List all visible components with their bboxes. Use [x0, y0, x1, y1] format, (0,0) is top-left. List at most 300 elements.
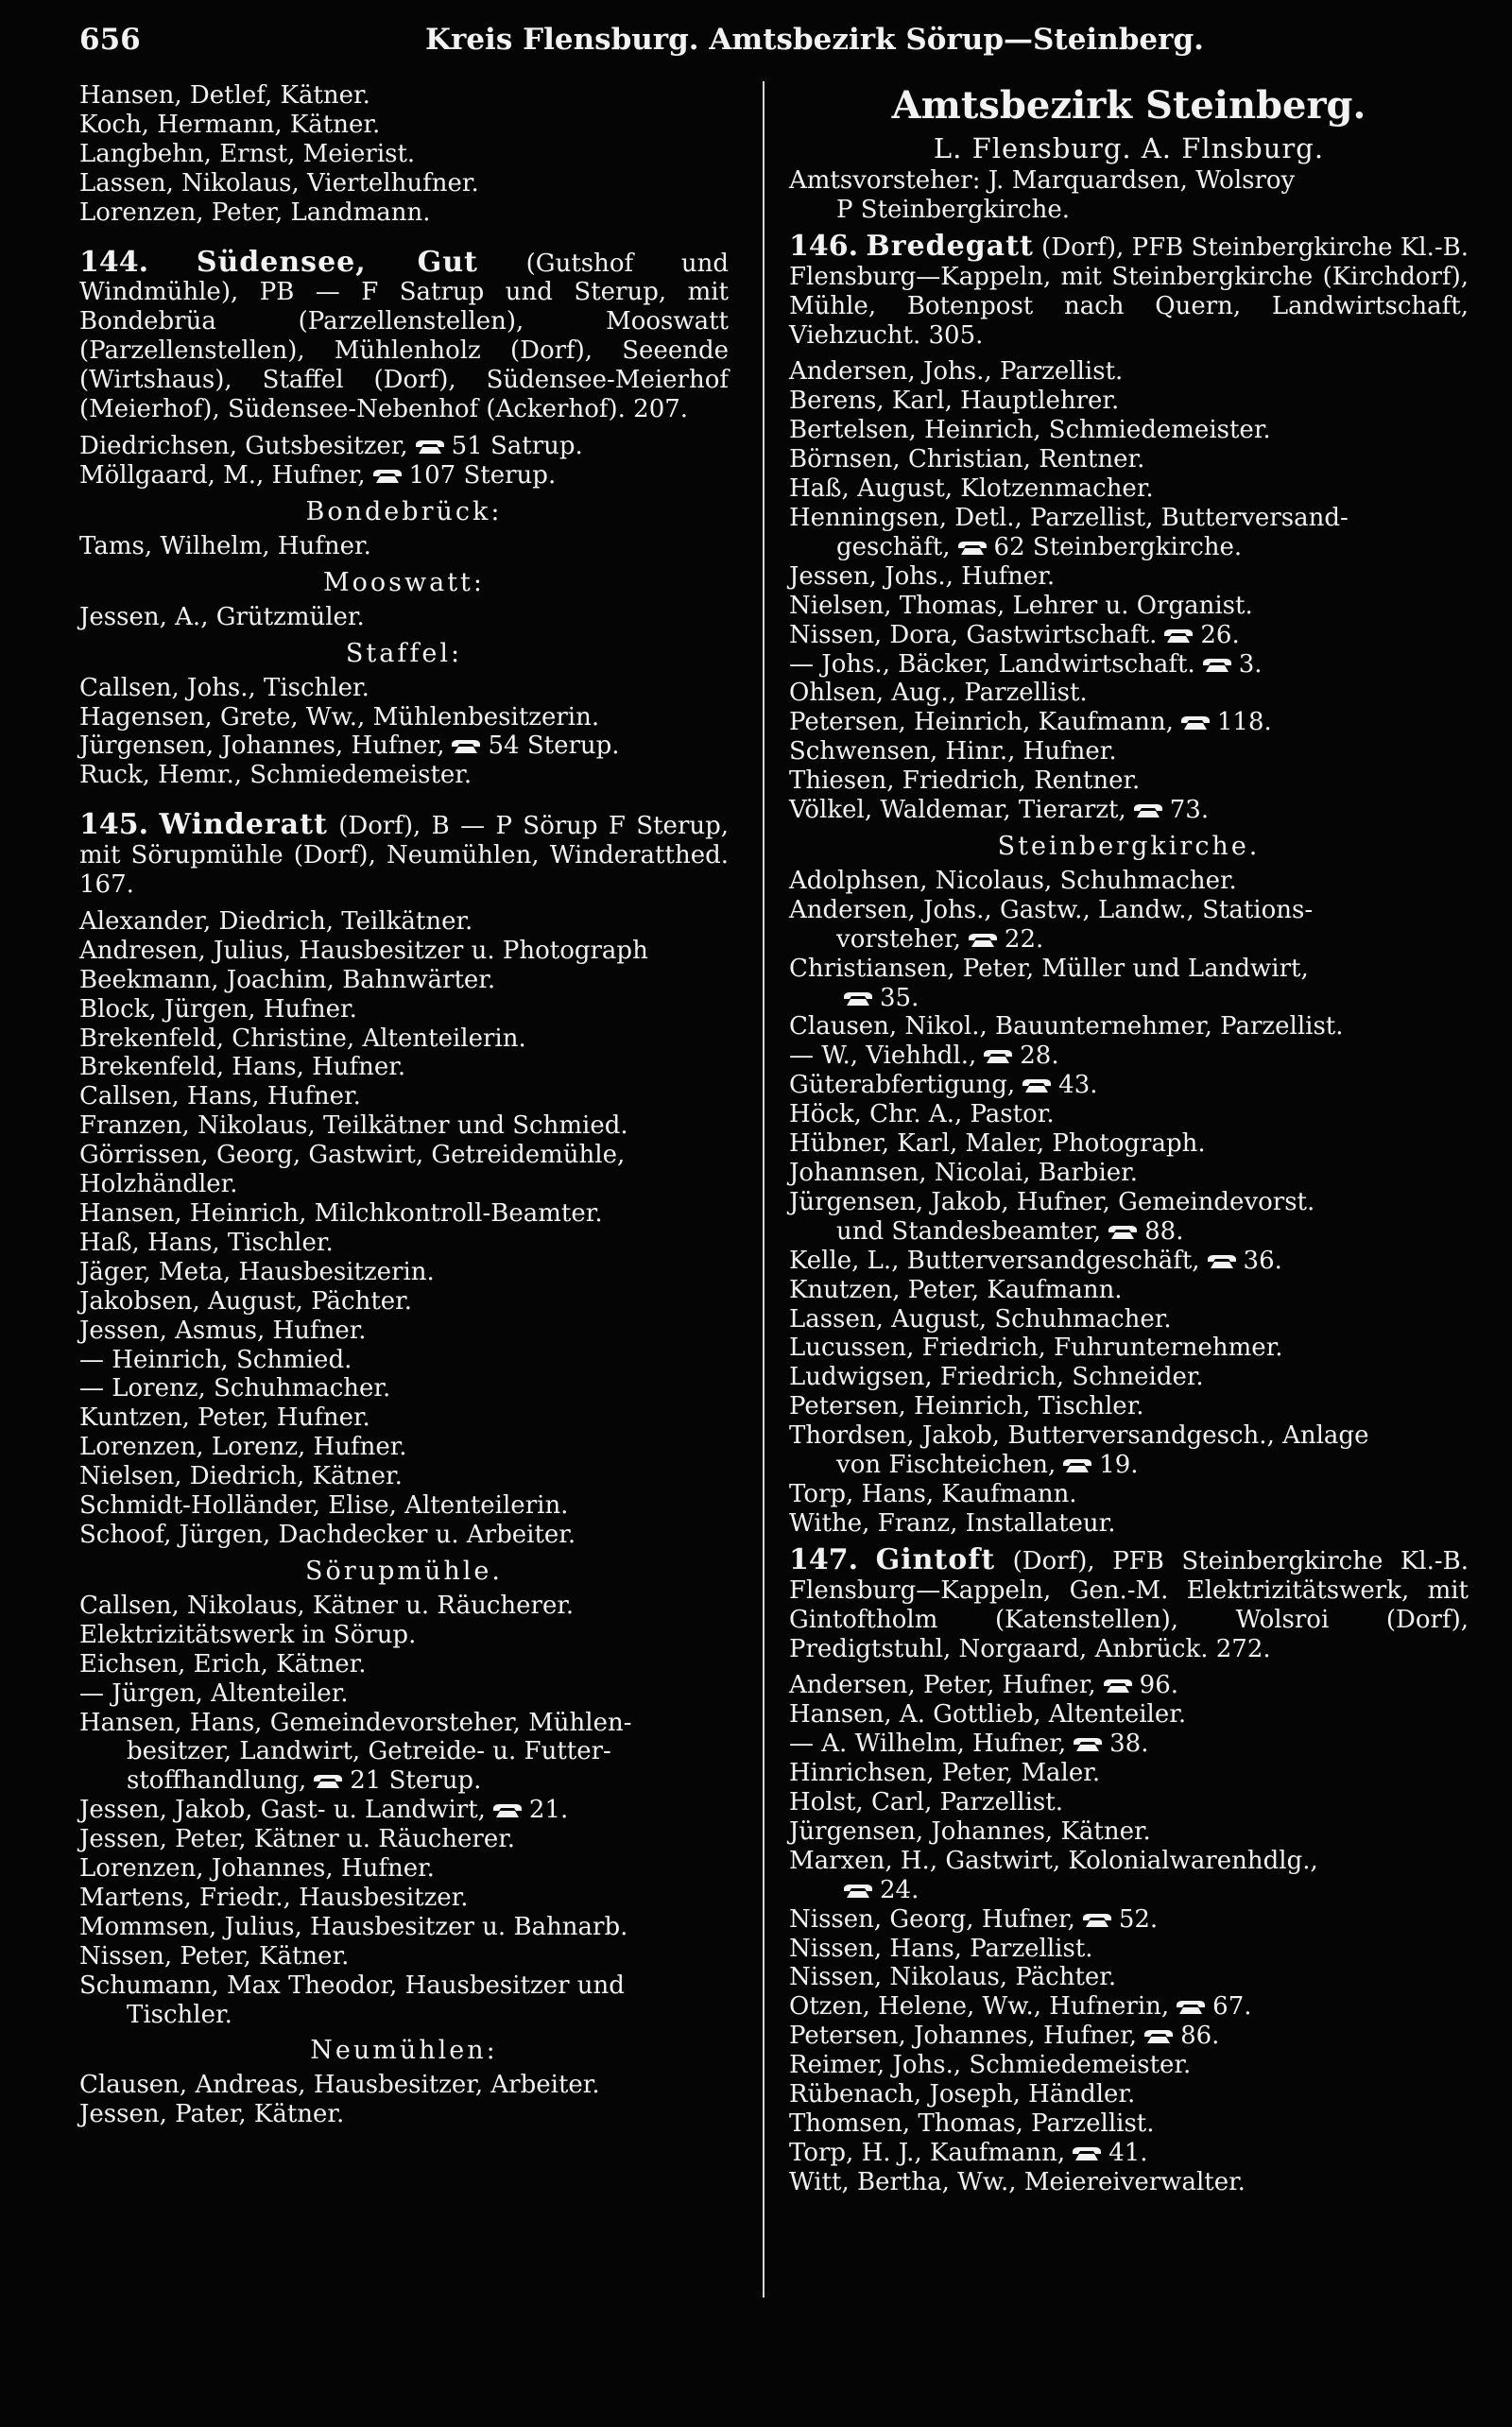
entry-text: Andersen, Johs., Parzellist.: [789, 357, 1124, 387]
directory-entry: [79, 532, 729, 561]
directory-entry: [789, 592, 1469, 621]
directory-entry: [79, 461, 729, 491]
subsection-heading: Neumühlen:: [310, 2036, 498, 2066]
spacer: [79, 424, 729, 432]
entry-text: Schwensen, Hinr., Hufner.: [789, 737, 1117, 766]
phone-number: 26.: [1200, 620, 1240, 649]
entry-text: Eichsen, Erich, Kätner.: [79, 1649, 367, 1678]
entry-text: Andersen, Peter, Hufner,: [789, 1671, 1096, 1700]
entry-text: Schumann, Max Theodor, Hausbesitzer und: [79, 1971, 625, 2000]
page-number: 656: [79, 23, 141, 57]
section-145-number: 145.: [79, 808, 149, 842]
columns: [79, 81, 1474, 2298]
directory-entry: [789, 1421, 1469, 1451]
entry-text: Andresen, Julius, Hausbesitzer u. Photograph: [79, 936, 648, 965]
phone-number: 24.: [880, 1875, 919, 1904]
section-146-heading: [789, 229, 1469, 351]
directory-entry: [789, 1817, 1469, 1847]
directory-entry: [79, 2100, 729, 2129]
directory-entry: [789, 1451, 1469, 1480]
directory-entry: [789, 1100, 1469, 1129]
amtsbezirk-subtitle: L. Flensburg. A. Flnsburg.: [933, 132, 1325, 164]
entry-text: — Jürgen, Altenteiler.: [79, 1678, 349, 1708]
phone-number: 19.: [1099, 1451, 1139, 1480]
entry-text: Clausen, Andreas, Hausbesitzer, Arbeiter.: [79, 2071, 600, 2100]
directory-entry: [789, 1392, 1469, 1421]
right-column: [765, 81, 1469, 2298]
entry-text: Jürgensen, Johannes, Kätner.: [789, 1816, 1151, 1846]
amtsvorsteher-line: Amtsvorsteher: J. Marquardsen, Wolsroy: [789, 166, 1296, 195]
entry-text: Torp, Hans, Kaufmann.: [789, 1479, 1077, 1508]
entry-text: geschäft,: [836, 532, 951, 561]
entry-text: Ohlsen, Aug., Parzellist.: [789, 679, 1088, 708]
directory-entry: [789, 1788, 1469, 1817]
entry-text: Kuntzen, Peter, Hufner.: [79, 1403, 370, 1433]
directory-entry: [789, 2022, 1469, 2051]
directory-entry: [789, 474, 1469, 504]
section-144-number: 144.: [79, 245, 149, 279]
spacer: [789, 1663, 1469, 1671]
directory-entry: [789, 1876, 1469, 1905]
telephone-icon: [414, 439, 446, 456]
phone-number: 88.: [1144, 1216, 1184, 1246]
directory-entry: [79, 703, 729, 732]
entry-text: Witt, Bertha, Ww., Meiereiverwalter.: [789, 2167, 1246, 2196]
entry-text: — A. Wilhelm, Hufner,: [789, 1730, 1067, 1759]
directory-entry: [789, 925, 1469, 955]
directory-entry: [789, 1159, 1469, 1188]
directory-entry: [79, 1287, 729, 1317]
directory-entry: [789, 1671, 1469, 1700]
entry-text: Jürgensen, Johannes, Hufner,: [79, 732, 445, 761]
directory-entry: [79, 1521, 729, 1550]
directory-entry: [79, 140, 729, 169]
entry-text: Petersen, Heinrich, Tischler.: [789, 1392, 1144, 1421]
entry-text: Kelle, L., Butterversandgeschäft,: [789, 1246, 1200, 1275]
telephone-icon: [491, 1802, 524, 1819]
entry-text: Thordsen, Jakob, Butterversandgesch., Anlage: [789, 1421, 1369, 1451]
left-column: [79, 81, 746, 2298]
directory-entry: [789, 2080, 1469, 2109]
directory-entry: [79, 1462, 729, 1491]
directory-entry: [789, 357, 1469, 387]
directory-entry: [789, 2051, 1469, 2080]
directory-entry: [789, 1129, 1469, 1159]
directory-entry: [789, 504, 1469, 533]
entry-text: Hinrichsen, Peter, Maler.: [789, 1759, 1101, 1788]
directory-entry: [79, 1913, 729, 1942]
telephone-icon: [1175, 1999, 1207, 2016]
directory-entry: [79, 169, 729, 198]
entry-text: Möllgaard, M., Hufner,: [79, 460, 366, 490]
entry-text: Berens, Karl, Hauptlehrer.: [789, 387, 1120, 416]
directory-entry: [789, 1012, 1469, 1041]
directory-entry: [789, 1071, 1469, 1100]
directory-entry: [789, 1276, 1469, 1305]
entry-text: Haß, August, Klotzenmacher.: [789, 474, 1154, 504]
entry-text: Nissen, Nikolaus, Pächter.: [789, 1963, 1117, 1992]
telephone-icon: [1162, 628, 1194, 645]
entry-text: Alexander, Diedrich, Teilkätner.: [79, 906, 473, 936]
directory-entry: [789, 2109, 1469, 2139]
entry-text: Holst, Carl, Parzellist.: [789, 1788, 1063, 1817]
page-header: [79, 23, 1474, 72]
section-145-title: Winderatt: [159, 808, 328, 842]
directory-entry: [789, 1730, 1469, 1759]
subsection-heading: Steinbergkirche.: [997, 831, 1261, 861]
directory-entry: [79, 1082, 729, 1111]
entry-text: Withe, Franz, Installateur.: [789, 1508, 1116, 1538]
amtsvorsteher-line: P Steinbergkirche.: [836, 195, 1071, 224]
directory-entry: [79, 1258, 729, 1287]
directory-entry: [79, 198, 729, 228]
directory-entry: [79, 1737, 729, 1766]
entry-text: Thomsen, Thomas, Parzellist.: [789, 2109, 1155, 2138]
directory-entry: [789, 1935, 1469, 1964]
entry-text: Nissen, Dora, Gastwirtschaft.: [789, 620, 1158, 649]
directory-entry: [789, 1905, 1469, 1935]
telephone-icon: [1071, 2145, 1103, 2162]
directory-entry: [789, 533, 1469, 562]
directory-entry: [789, 984, 1469, 1013]
section-144-description: (Gutshof und Windmühle), PB — F Satrup und Sterup, mit Bondebrüa (Parzellenstellen), Mooswatt (Parzellenstellen), Mühlenholz (Dorf), Seeende (Wirtshaus), Staffel (Dorf), Südensee-Meierhof (Meierhof), Südensee-Nebenhof (Ackerhof). 207.: [79, 249, 730, 424]
entry-text: Holzhändler.: [79, 1170, 238, 1199]
directory-entry: [79, 1346, 729, 1375]
directory-entry: [79, 1170, 729, 1199]
telephone-icon: [967, 932, 999, 949]
entry-text: Höck, Chr. A., Pastor.: [789, 1100, 1055, 1129]
directory-entry: [789, 1759, 1469, 1788]
entry-text: Lassen, Nikolaus, Viertelhufner.: [79, 168, 479, 198]
directory-entry: [79, 1317, 729, 1346]
directory-entry: [79, 1825, 729, 1854]
entry-text: Lorenzen, Johannes, Hufner.: [79, 1854, 435, 1884]
directory-entry: [79, 1592, 729, 1621]
entry-text: Hansen, A. Gottlieb, Altenteiler.: [789, 1700, 1187, 1730]
phone-number: 107 Sterup.: [408, 460, 557, 490]
directory-entry: [789, 1217, 1469, 1247]
entry-text: Jäger, Meta, Hausbesitzerin.: [79, 1257, 435, 1286]
entry-text: Andersen, Johs., Gastw., Landw., Stations-: [789, 895, 1314, 924]
entry-text: Callsen, Johs., Tischler.: [79, 673, 369, 702]
phone-number: 38.: [1109, 1730, 1149, 1759]
phone-number: 96.: [1139, 1671, 1179, 1700]
directory-entry: [789, 955, 1469, 984]
entry-text: Hansen, Detlef, Kätner.: [79, 81, 370, 110]
entry-text: Hagensen, Grete, Ww., Mühlenbesitzerin.: [79, 702, 600, 732]
entry-text: Nissen, Peter, Kätner.: [79, 1941, 350, 1971]
entry-text: — W., Viehhdl.,: [789, 1041, 977, 1071]
section-146-number: 146.: [789, 229, 859, 263]
entry-text: Callsen, Nikolaus, Kätner u. Räucherer.: [79, 1591, 575, 1620]
telephone-icon: [1179, 714, 1211, 732]
directory-entry: [79, 1491, 729, 1521]
entry-text: Börnsen, Christian, Rentner.: [789, 445, 1145, 474]
entry-text: Nielsen, Diedrich, Kätner.: [79, 1462, 403, 1491]
directory-entry: [79, 111, 729, 140]
entry-text: Güterabfertigung,: [789, 1071, 1016, 1100]
subsection-heading: Staffel:: [345, 638, 463, 668]
directory-entry: [789, 1334, 1469, 1363]
entry-text: Hansen, Heinrich, Milchkontroll-Beamter.: [79, 1199, 603, 1228]
phone-number: 52.: [1118, 1904, 1159, 1934]
telephone-icon: [842, 1883, 874, 1900]
entry-text: Marxen, H., Gastwirt, Kolonialwarenhdlg.,: [789, 1846, 1318, 1875]
entry-text: Reimer, Johs., Schmiedemeister.: [789, 2051, 1192, 2080]
entry-text: besitzer, Landwirt, Getreide- u. Futter-: [127, 1737, 611, 1766]
entry-text: Nissen, Hans, Parzellist.: [789, 1934, 1093, 1963]
phone-number: 118.: [1216, 708, 1272, 737]
directory-entry: [789, 1700, 1469, 1730]
telephone-icon: [1206, 1253, 1238, 1270]
entry-text: Lorenzen, Peter, Landmann.: [79, 198, 431, 227]
entry-text: Haß, Hans, Tischler.: [79, 1228, 334, 1257]
entry-text: — Johs., Bäcker, Landwirtschaft.: [789, 649, 1195, 679]
directory-entry: [79, 81, 729, 111]
entry-text: Jessen, Pater, Kätner.: [79, 2100, 345, 2129]
entry-text: Torp, H. J., Kaufmann,: [789, 2138, 1066, 2167]
telephone-icon: [312, 1773, 344, 1790]
entry-text: Langbehn, Ernst, Meierist.: [79, 139, 416, 168]
directory-entry: [79, 1971, 729, 2001]
telephone-icon: [1021, 1077, 1053, 1094]
entry-text: Brekenfeld, Hans, Hufner.: [79, 1053, 406, 1082]
section-144-title: Südensee, Gut: [196, 245, 478, 279]
phone-number: 21 Sterup.: [350, 1766, 482, 1796]
entry-text: — Heinrich, Schmied.: [79, 1345, 352, 1374]
telephone-icon: [1107, 1224, 1139, 1241]
page-title: Kreis Flensburg. Amtsbezirk Sörup—Steinberg.: [425, 23, 1204, 57]
directory-entry: [789, 2139, 1469, 2168]
phone-number: 67.: [1212, 1992, 1252, 2022]
directory-entry: [789, 1247, 1469, 1276]
directory-entry: [79, 937, 729, 966]
section-147-heading: [789, 1542, 1469, 1664]
directory-entry: [79, 603, 729, 632]
directory-entry: [79, 432, 729, 461]
entry-text: Franzen, Nikolaus, Teilkätner und Schmied.: [79, 1111, 628, 1141]
entry-text: Ruck, Hemr., Schmiedemeister.: [79, 761, 472, 790]
telephone-icon: [1143, 2028, 1175, 2045]
directory-entry: [789, 679, 1469, 708]
directory-entry: [79, 1433, 729, 1462]
entry-text: Petersen, Johannes, Hufner,: [789, 2022, 1138, 2051]
entry-text: Jessen, A., Grützmüler.: [79, 602, 365, 631]
entry-text: vorsteher,: [836, 924, 961, 954]
directory-entry: [79, 1374, 729, 1403]
directory-entry: [789, 416, 1469, 445]
directory-entry: [79, 1024, 729, 1054]
entry-text: Lassen, August, Schuhmacher.: [789, 1304, 1172, 1334]
directory-entry: [789, 1305, 1469, 1334]
entry-text: Nissen, Georg, Hufner,: [789, 1904, 1075, 1934]
entry-text: Jakobsen, August, Pächter.: [79, 1286, 413, 1316]
directory-entry: [79, 995, 729, 1024]
phone-number: 41.: [1108, 2138, 1148, 2167]
directory-entry: [789, 1992, 1469, 2022]
phone-number: 22.: [1004, 924, 1044, 954]
section-146-description: (Dorf), PFB Steinbergkirche Kl.-B. Flensburg—Kappeln, mit Steinbergkirche (Kirchdorf), Mühle, Botenpost nach Quern, Landwirtschaft, Viehzucht. 305.: [789, 232, 1469, 350]
phone-number: 43.: [1058, 1071, 1098, 1100]
directory-entry: [79, 1766, 729, 1796]
entry-text: Martens, Friedr., Hausbesitzer.: [79, 1883, 469, 1912]
entry-text: Völkel, Waldemar, Tierarzt,: [789, 796, 1126, 825]
telephone-icon: [1201, 657, 1233, 674]
section-145-description: (Dorf), B — P Sörup F Sterup, mit Sörupmühle (Dorf), Neumühlen, Winderatthed. 167.: [79, 812, 730, 900]
entry-text: Jessen, Asmus, Hufner.: [79, 1316, 367, 1345]
spacer: [789, 350, 1469, 357]
directory-entry: [79, 1229, 729, 1258]
entry-text: Diedrichsen, Gutsbesitzer,: [79, 431, 408, 460]
directory-entry: [79, 732, 729, 761]
entry-text: Tischler.: [127, 2000, 232, 2029]
directory-entry: [789, 1963, 1469, 1992]
directory-entry: [79, 1796, 729, 1825]
entry-text: Hübner, Karl, Maler, Photograph.: [789, 1129, 1206, 1159]
directory-entry: [79, 1854, 729, 1884]
telephone-icon: [1081, 1912, 1113, 1929]
directory-entry: [79, 1884, 729, 1913]
phone-number: 3.: [1238, 649, 1263, 679]
directory-entry: [789, 1188, 1469, 1217]
telephone-icon: [982, 1048, 1014, 1065]
entry-text: Block, Jürgen, Hufner.: [79, 994, 357, 1024]
telephone-icon: [842, 990, 874, 1007]
directory-entry: [79, 1111, 729, 1141]
phone-number: 86.: [1180, 2022, 1220, 2051]
telephone-icon: [1072, 1736, 1104, 1753]
directory-entry: [789, 2168, 1469, 2197]
entry-text: von Fischteichen,: [836, 1451, 1057, 1480]
directory-entry: [789, 387, 1469, 416]
entry-text: Clausen, Nikol., Bauunternehmer, Parzellist.: [789, 1012, 1344, 1041]
telephone-icon: [1061, 1457, 1093, 1474]
entry-text: Beekmann, Joachim, Bahnwärter.: [79, 965, 496, 994]
section-147-number: 147.: [789, 1542, 859, 1576]
directory-entry: [789, 562, 1469, 592]
entry-text: Otzen, Helene, Ww., Hufnerin,: [789, 1992, 1170, 2022]
directory-entry: [79, 1709, 729, 1738]
phone-number: 62 Steinbergkirche.: [993, 532, 1243, 561]
entry-text: Lucussen, Friedrich, Fuhrunternehmer.: [789, 1334, 1283, 1363]
entry-text: Schmidt-Holländer, Elise, Altenteilerin.: [79, 1491, 569, 1521]
directory-entry: [789, 867, 1469, 896]
directory-entry: [789, 708, 1469, 737]
section-145-heading: [79, 808, 730, 900]
directory-entry: [789, 896, 1469, 925]
telephone-icon: [1132, 802, 1164, 819]
directory-entry: [789, 766, 1469, 796]
subsection-heading: Sörupmühle.: [305, 1556, 503, 1586]
section-147-title: Gintoft: [875, 1542, 996, 1576]
section-147-description: (Dorf), PFB Steinbergkirche Kl.-B. Flensburg—Kappeln, Gen.-M. Elektrizitätswerk, mit Gintoftholm (Katenstellen), Wolsroi (Dorf), Predigtstuhl, Norgaard, Anbrück. 272.: [789, 1546, 1469, 1663]
phone-number: 21.: [528, 1796, 569, 1825]
directory-entry: [79, 966, 729, 995]
directory-entry: [789, 1847, 1469, 1876]
directory-entry: [79, 907, 729, 937]
entry-text: Johannsen, Nicolai, Barbier.: [789, 1159, 1138, 1187]
directory-entry: [789, 650, 1469, 680]
entry-text: — Lorenz, Schuhmacher.: [79, 1374, 391, 1403]
directory-entry: [79, 2001, 729, 2030]
entry-text: Tams, Wilhelm, Hufner.: [79, 531, 371, 560]
entry-text: Mommsen, Julius, Hausbesitzer u. Bahnarb.: [79, 1912, 628, 1941]
directory-entry: [79, 674, 729, 703]
directory-entry: [79, 2071, 729, 2100]
phone-number: 73.: [1169, 796, 1210, 825]
spacer: [79, 900, 729, 907]
telephone-icon: [371, 468, 404, 485]
directory-entry: [79, 761, 729, 790]
entry-text: Jessen, Jakob, Gast- u. Landwirt,: [79, 1796, 486, 1825]
entry-text: Koch, Hermann, Kätner.: [79, 110, 381, 139]
phone-number: 54 Sterup.: [488, 732, 620, 761]
entry-text: Thiesen, Friedrich, Rentner.: [789, 766, 1141, 796]
directory-entry: [789, 737, 1469, 766]
entry-text: Jürgensen, Jakob, Hufner, Gemeindevorst.: [789, 1187, 1315, 1216]
entry-text: stoffhandlung,: [127, 1766, 307, 1796]
entry-text: Jessen, Johs., Hufner.: [789, 561, 1056, 591]
entry-text: Hansen, Hans, Gemeindevorsteher, Mühlen-: [79, 1708, 632, 1737]
entry-text: Christiansen, Peter, Müller und Landwirt,: [789, 954, 1309, 983]
amtsbezirk-title: Amtsbezirk Steinberg.: [891, 83, 1366, 128]
entry-text: Jessen, Peter, Kätner u. Räucherer.: [79, 1825, 516, 1854]
directory-entry: [789, 1363, 1469, 1392]
entry-text: Ludwigsen, Friedrich, Schneider.: [789, 1363, 1204, 1392]
phone-number: 51 Satrup.: [451, 431, 583, 460]
telephone-icon: [450, 738, 482, 755]
section-144-heading: [79, 245, 730, 424]
directory-entry: [789, 621, 1469, 650]
entry-text: Rübenach, Joseph, Händler.: [789, 2080, 1136, 2109]
entry-text: Brekenfeld, Christine, Altenteilerin.: [79, 1024, 526, 1053]
entry-text: Nielsen, Thomas, Lehrer u. Organist.: [789, 591, 1253, 620]
subsection-heading: Mooswatt:: [322, 567, 486, 597]
directory-entry: [789, 1509, 1469, 1539]
entry-text: Schoof, Jürgen, Dachdecker u. Arbeiter.: [79, 1520, 576, 1549]
telephone-icon: [1102, 1678, 1134, 1695]
directory-entry: [789, 1480, 1469, 1509]
section-146-title: Bredegatt: [866, 229, 1034, 263]
directory-entry: [79, 1141, 729, 1170]
entry-text: und Standesbeamter,: [836, 1216, 1102, 1246]
entry-text: Elektrizitätswerk in Sörup.: [79, 1620, 417, 1649]
phone-number: 36.: [1243, 1246, 1282, 1275]
entry-text: Henningsen, Detl., Parzellist, Butterversand-: [789, 503, 1349, 532]
entry-text: Lorenzen, Lorenz, Hufner.: [79, 1433, 407, 1462]
entry-text: Callsen, Hans, Hufner.: [79, 1082, 361, 1111]
entry-text: Görrissen, Georg, Gastwirt, Getreidemühle,: [79, 1141, 626, 1170]
directory-entry: [789, 445, 1469, 474]
entry-text: Petersen, Heinrich, Kaufmann,: [789, 708, 1174, 737]
telephone-icon: [956, 540, 988, 557]
directory-entry: [79, 1679, 729, 1709]
phone-number: 28.: [1020, 1041, 1059, 1071]
directory-entry: [789, 796, 1469, 825]
entry-text: Knutzen, Peter, Kaufmann.: [789, 1275, 1123, 1304]
directory-entry: [79, 1942, 729, 1971]
directory-entry: [79, 1621, 729, 1650]
directory-entry: [79, 1650, 729, 1679]
entry-text: Bertelsen, Heinrich, Schmiedemeister.: [789, 416, 1271, 445]
directory-entry: [79, 1199, 729, 1229]
phone-number: 35.: [880, 983, 919, 1012]
directory-entry: [79, 1053, 729, 1082]
directory-entry: [789, 1041, 1469, 1071]
directory-entry: [79, 1403, 729, 1433]
entry-text: Adolphsen, Nicolaus, Schuhmacher.: [789, 866, 1237, 895]
subsection-heading: Bondebrück:: [305, 496, 503, 526]
